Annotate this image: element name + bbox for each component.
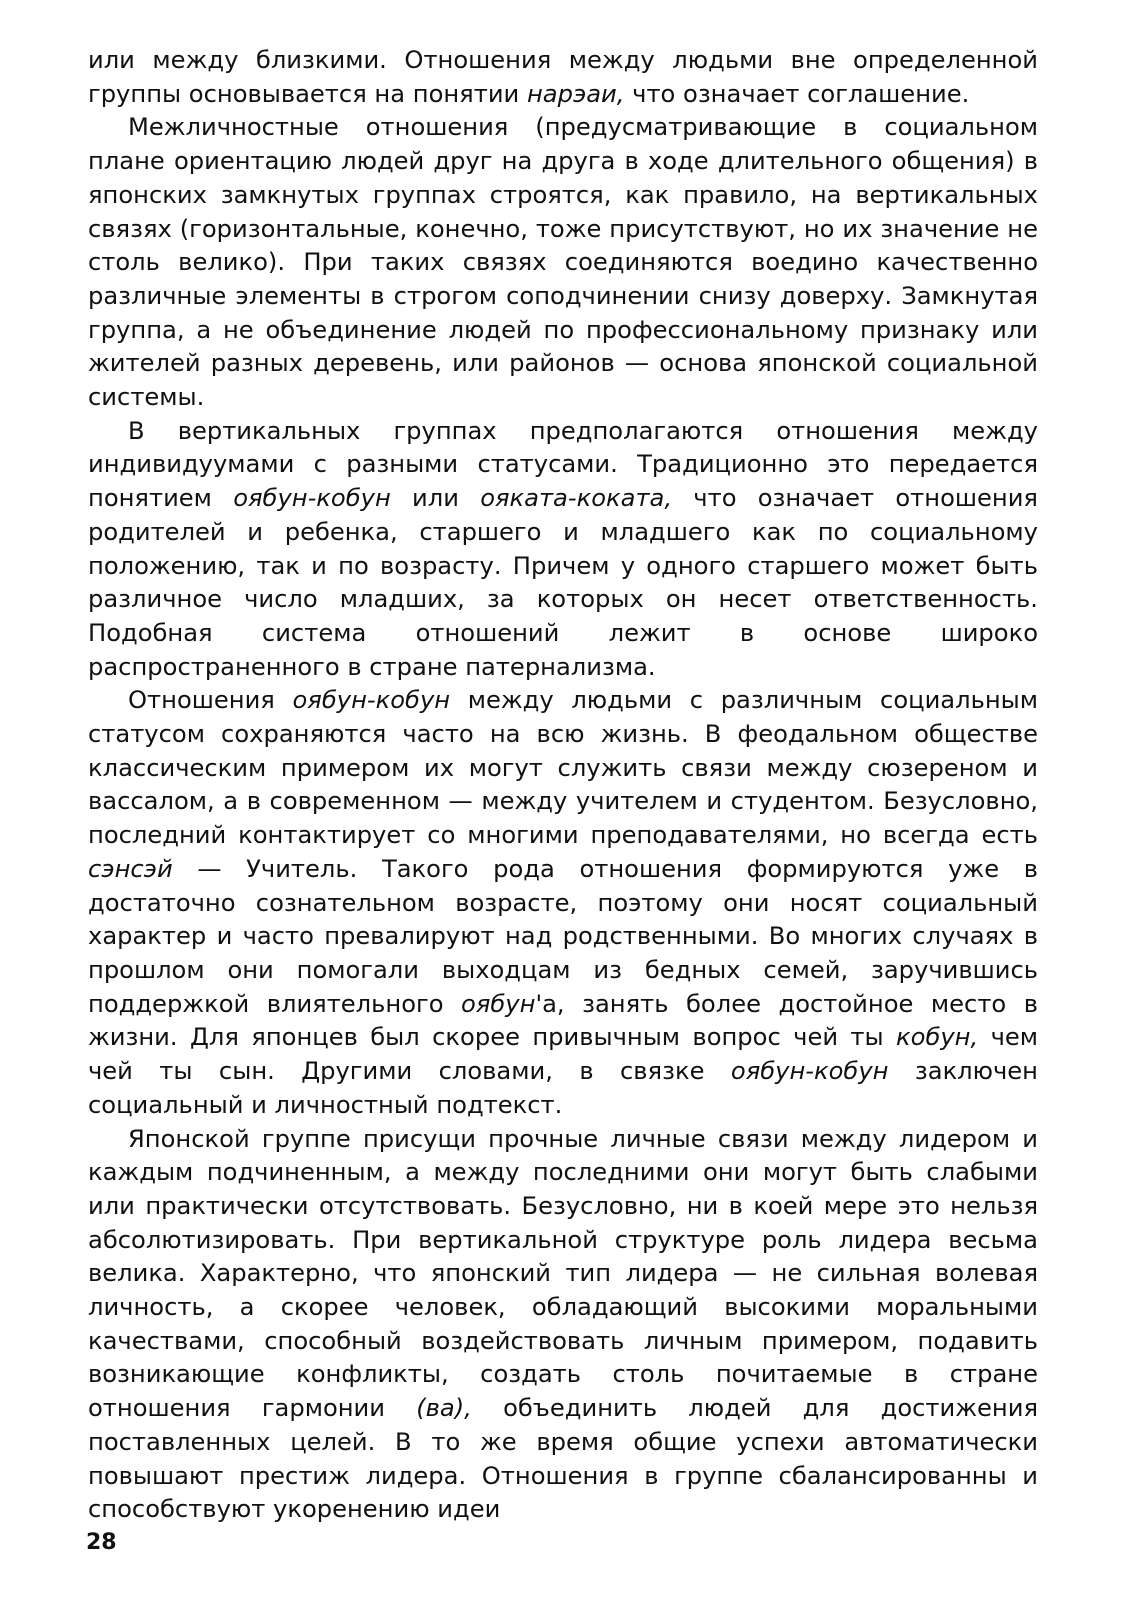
paragraph-1 — [88, 44, 1038, 111]
text-run: Японской группе присущи прочные личные связи между лидером и каждым подчиненным, а между последними они могут быть слабыми или практически отсутствовать. Безусловно, ни в коей мере это нельзя абсолютизировать. При вертикальной структуре роль лидера весьма велика. Характерно, что японский тип лидера — не сильная волевая личность, а скорее человек, обладающий высокими моральными качествами, способный воздействовать личным примером, подавить возникающие конфликты, создать столь почитаемые в стране отношения гармонии — [88, 1124, 1038, 1423]
text-run: В вертикальных группах предполагаются отношения между индивидуумами с разными статусами. Традиционно это передается понятием — [88, 416, 1038, 513]
page-number: 28 — [86, 1530, 117, 1555]
term-oyabun-kobun: оябун-кобун — [730, 1057, 889, 1086]
paragraph-2 — [88, 111, 1038, 414]
text-run: заключен социальный и личностный подтекст. — [88, 1057, 1038, 1119]
text-run: Отношения — [128, 686, 293, 715]
text-run: Межличностные отношения (предусматривающие в социальном плане ориентацию людей друг на друга в ходе длительного общения) в японских замкнутых группах строятся, как правило, на вертикальных связях (горизонтальные, конечно, тоже присутствуют, но их значение не столь велико). При таких связях соединяются воедино качественно различные элементы в строгом соподчинении снизу доверху. Замкнутая группа, а не объединение людей по профессиональному признаку или жителей разных деревень, или районов — основа японской социальной системы. — [88, 113, 1038, 412]
text-run: объединить людей для достижения поставленных целей. В то же время общие успехи автоматически повышают престиж лидера. Отношения в группе сбалансированны и способствуют укоренению идеи — [88, 1394, 1038, 1524]
term-oyabun-kobun: оябун-кобун — [233, 484, 391, 513]
term-oyabun-kobun: оябун-кобун — [292, 686, 451, 715]
text-run: что означает соглашение. — [624, 79, 970, 108]
term-sensei: сэнсэй — [88, 854, 173, 883]
text-run: — Учитель. Такого рода отношения формируются уже в достаточно сознательном возрасте, поэтому они носят социальный характер и часто превалируют над родственными. Во многих случаях в прошлом они помогали выходцам из бедных семей, заручившись поддержкой влиятельного — [88, 854, 1038, 1018]
term-wa: (ва), — [416, 1394, 472, 1423]
term-oyabun: оябун — [461, 989, 536, 1018]
text-run: или между близкими. Отношения между людьми вне определенной группы основывается на понятии — [88, 46, 1038, 108]
paragraph-4 — [88, 684, 1038, 1122]
text-run: между людьми с различным социальным статусом сохраняются часто на всю жизнь. В феодальном обществе классическим примером их могут служить связи между сюзереном и вассалом, а в современном — между учителем и студентом. Безусловно, последний контактирует со многими преподавателями, но всегда есть — [88, 686, 1038, 850]
text-run: что означает отношения родителей и ребенка, старшего и младшего как по социальному положению, так и по возрасту. Причем у одного старшего может быть различное число младших, за которых он несет ответственность. Подобная система отношений лежит в основе широко распространенного в стране патернализма. — [88, 484, 1038, 681]
paragraph-5 — [88, 1123, 1038, 1527]
page-text — [88, 44, 1038, 1527]
text-run: или — [390, 484, 481, 513]
term-oyakata-kokata: ояката-коката, — [480, 484, 673, 513]
paragraph-3 — [88, 415, 1038, 685]
text-run: 'а, занять более достойное место в жизни. Для японцев был скорее привычным вопрос чей ты — [88, 989, 1038, 1052]
text-run: чем чей ты сын. Другими словами, в связке — [88, 1023, 1039, 1086]
term-kobun: кобун, — [896, 1023, 979, 1052]
term-nareai: нарэаи, — [526, 79, 625, 108]
